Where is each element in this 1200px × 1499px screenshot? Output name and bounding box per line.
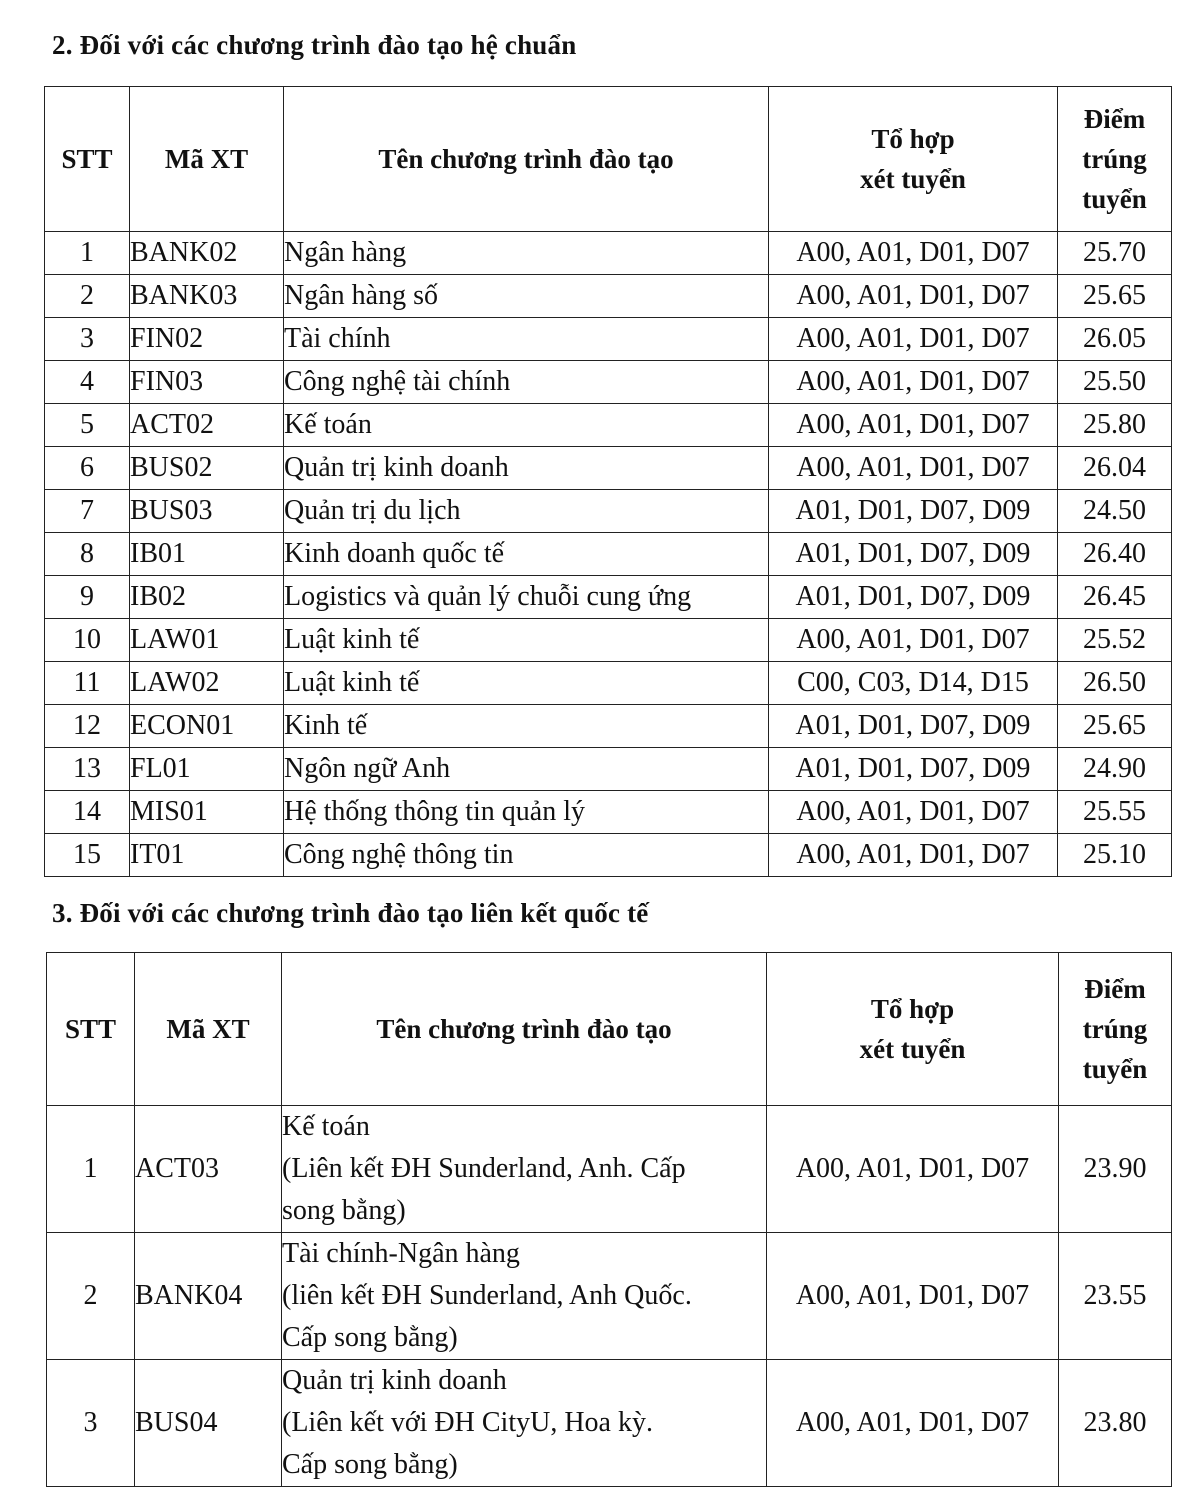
cell-program-name: Logistics và quản lý chuỗi cung ứng	[284, 576, 769, 619]
header-stt: STT	[45, 87, 130, 232]
cell-score: 23.80	[1059, 1360, 1172, 1487]
cell-code: LAW01	[130, 619, 284, 662]
cell-score: 26.45	[1058, 576, 1172, 619]
cell-code: BUS04	[135, 1360, 282, 1487]
cell-score: 25.52	[1058, 619, 1172, 662]
cell-program-name: Luật kinh tế	[284, 662, 769, 705]
table-row	[47, 1360, 1172, 1487]
cell-program-name: Kinh tế	[284, 705, 769, 748]
program-partner-line: Cấp song bằng)	[282, 1322, 458, 1353]
cell-combination: A00, A01, D01, D07	[769, 791, 1058, 834]
cell-combination: A00, A01, D01, D07	[769, 834, 1058, 877]
cell-program-name: Quản trị du lịch	[284, 490, 769, 533]
cell-combination: A00, A01, D01, D07	[769, 619, 1058, 662]
program-partner-line: (liên kết ĐH Sunderland, Anh Quốc.	[282, 1280, 692, 1311]
cell-combination: A00, A01, D01, D07	[767, 1233, 1059, 1360]
cell-code: IT01	[130, 834, 284, 877]
table-header-row	[45, 87, 1172, 232]
table-row	[45, 748, 1172, 791]
cell-program-name: Ngân hàng	[284, 232, 769, 275]
cell-combination: A00, A01, D01, D07	[769, 275, 1058, 318]
cell-score: 25.55	[1058, 791, 1172, 834]
cell-code: ECON01	[130, 705, 284, 748]
header-stt: STT	[47, 953, 135, 1106]
cell-program-name: Quản trị kinh doanh	[284, 447, 769, 490]
cell-score: 26.04	[1058, 447, 1172, 490]
cell-stt: 14	[45, 791, 130, 834]
cell-combination: A00, A01, D01, D07	[767, 1106, 1059, 1233]
cell-program-name: Công nghệ tài chính	[284, 361, 769, 404]
cell-program-name: Luật kinh tế	[284, 619, 769, 662]
cell-score: 23.90	[1059, 1106, 1172, 1233]
program-partner-line: (Liên kết với ĐH CityU, Hoa kỳ.	[282, 1407, 653, 1438]
section-3-title: 3. Đối với các chương trình đào tạo liên kết quốc tế	[52, 898, 649, 928]
table-row	[45, 576, 1172, 619]
header-code: Mã XT	[130, 87, 284, 232]
table-row	[45, 662, 1172, 705]
cell-code: FIN02	[130, 318, 284, 361]
table-row	[45, 490, 1172, 533]
cell-score: 26.05	[1058, 318, 1172, 361]
cell-program-name: Ngôn ngữ Anh	[284, 748, 769, 791]
cell-program-name	[282, 1106, 767, 1233]
cell-stt: 9	[45, 576, 130, 619]
cell-combination: A01, D01, D07, D09	[769, 533, 1058, 576]
cell-stt: 15	[45, 834, 130, 877]
cell-score: 25.65	[1058, 705, 1172, 748]
cell-code: MIS01	[130, 791, 284, 834]
cell-program-name: Kế toán	[284, 404, 769, 447]
cell-score: 25.50	[1058, 361, 1172, 404]
program-name-line: Quản trị kinh doanh	[282, 1365, 507, 1396]
header-code: Mã XT	[135, 953, 282, 1106]
cell-stt: 2	[47, 1233, 135, 1360]
header-score-line: tuyển	[1082, 184, 1147, 214]
header-combo-line: xét tuyển	[860, 164, 966, 194]
international-programs-table	[46, 952, 1172, 1487]
cell-code: ACT02	[130, 404, 284, 447]
cell-code: LAW02	[130, 662, 284, 705]
cell-stt: 2	[45, 275, 130, 318]
cell-stt: 3	[47, 1360, 135, 1487]
table-row	[45, 404, 1172, 447]
program-partner-line: song bằng)	[282, 1195, 406, 1226]
table-row	[45, 834, 1172, 877]
header-score-line: Điểm	[1083, 104, 1146, 134]
cell-score: 25.80	[1058, 404, 1172, 447]
cell-combination: A00, A01, D01, D07	[769, 361, 1058, 404]
header-score-line: trúng	[1082, 144, 1147, 174]
cell-combination: A00, A01, D01, D07	[769, 404, 1058, 447]
table-row	[45, 533, 1172, 576]
cell-combination: A01, D01, D07, D09	[769, 748, 1058, 791]
cell-program-name: Công nghệ thông tin	[284, 834, 769, 877]
header-combo-line: Tổ hợp	[870, 994, 955, 1024]
cell-stt: 10	[45, 619, 130, 662]
header-admission-score	[1058, 87, 1172, 232]
header-score-line: trúng	[1082, 1014, 1148, 1044]
program-name-line: Kế toán	[282, 1111, 370, 1142]
cell-stt: 7	[45, 490, 130, 533]
table-row	[45, 232, 1172, 275]
cell-program-name	[282, 1360, 767, 1487]
header-score-line: Điểm	[1084, 974, 1146, 1004]
cell-stt: 1	[45, 232, 130, 275]
table-row	[45, 447, 1172, 490]
cell-score: 25.65	[1058, 275, 1172, 318]
section-2-title: 2. Đối với các chương trình đào tạo hệ chuẩn	[52, 30, 577, 60]
header-combo-line: Tổ hợp	[871, 124, 955, 154]
cell-score: 25.10	[1058, 834, 1172, 877]
cell-combination: C00, C03, D14, D15	[769, 662, 1058, 705]
cell-code: IB01	[130, 533, 284, 576]
cell-code: BANK04	[135, 1233, 282, 1360]
cell-score: 26.40	[1058, 533, 1172, 576]
cell-score: 24.50	[1058, 490, 1172, 533]
cell-score: 26.50	[1058, 662, 1172, 705]
header-combo-line: xét tuyển	[859, 1034, 966, 1064]
cell-score: 23.55	[1059, 1233, 1172, 1360]
header-program-name: Tên chương trình đào tạo	[282, 953, 767, 1106]
table-row	[45, 791, 1172, 834]
cell-stt: 8	[45, 533, 130, 576]
cell-combination: A00, A01, D01, D07	[769, 447, 1058, 490]
cell-code: FIN03	[130, 361, 284, 404]
header-program-name: Tên chương trình đào tạo	[284, 87, 769, 232]
header-score-line: tuyển	[1082, 1054, 1148, 1084]
cell-program-name	[282, 1233, 767, 1360]
cell-stt: 3	[45, 318, 130, 361]
cell-code: BANK03	[130, 275, 284, 318]
table-row	[45, 361, 1172, 404]
cell-combination: A00, A01, D01, D07	[769, 232, 1058, 275]
cell-score: 25.70	[1058, 232, 1172, 275]
cell-stt: 12	[45, 705, 130, 748]
cell-combination: A00, A01, D01, D07	[769, 318, 1058, 361]
cell-program-name: Kinh doanh quốc tế	[284, 533, 769, 576]
cell-combination: A01, D01, D07, D09	[769, 705, 1058, 748]
table-row	[45, 275, 1172, 318]
cell-stt: 11	[45, 662, 130, 705]
program-partner-line: (Liên kết ĐH Sunderland, Anh. Cấp	[282, 1153, 686, 1184]
header-admission-score	[1059, 953, 1172, 1106]
header-subject-combination	[767, 953, 1059, 1106]
cell-code: BUS02	[130, 447, 284, 490]
cell-stt: 4	[45, 361, 130, 404]
cell-code: FL01	[130, 748, 284, 791]
cell-stt: 5	[45, 404, 130, 447]
cell-program-name: Tài chính	[284, 318, 769, 361]
cell-code: IB02	[130, 576, 284, 619]
header-subject-combination	[769, 87, 1058, 232]
cell-combination: A00, A01, D01, D07	[767, 1360, 1059, 1487]
cell-code: ACT03	[135, 1106, 282, 1233]
cell-stt: 1	[47, 1106, 135, 1233]
table-row	[45, 318, 1172, 361]
cell-code: BUS03	[130, 490, 284, 533]
cell-program-name: Hệ thống thông tin quản lý	[284, 791, 769, 834]
cell-combination: A01, D01, D07, D09	[769, 490, 1058, 533]
cell-code: BANK02	[130, 232, 284, 275]
table-row	[47, 1106, 1172, 1233]
table-row	[45, 705, 1172, 748]
standard-programs-table	[44, 86, 1172, 877]
cell-stt: 6	[45, 447, 130, 490]
cell-stt: 13	[45, 748, 130, 791]
table-row	[45, 619, 1172, 662]
program-partner-line: Cấp song bằng)	[282, 1449, 458, 1480]
cell-combination: A01, D01, D07, D09	[769, 576, 1058, 619]
cell-score: 24.90	[1058, 748, 1172, 791]
cell-program-name: Ngân hàng số	[284, 275, 769, 318]
table-header-row	[47, 953, 1172, 1106]
table-row	[47, 1233, 1172, 1360]
program-name-line: Tài chính-Ngân hàng	[282, 1238, 520, 1269]
